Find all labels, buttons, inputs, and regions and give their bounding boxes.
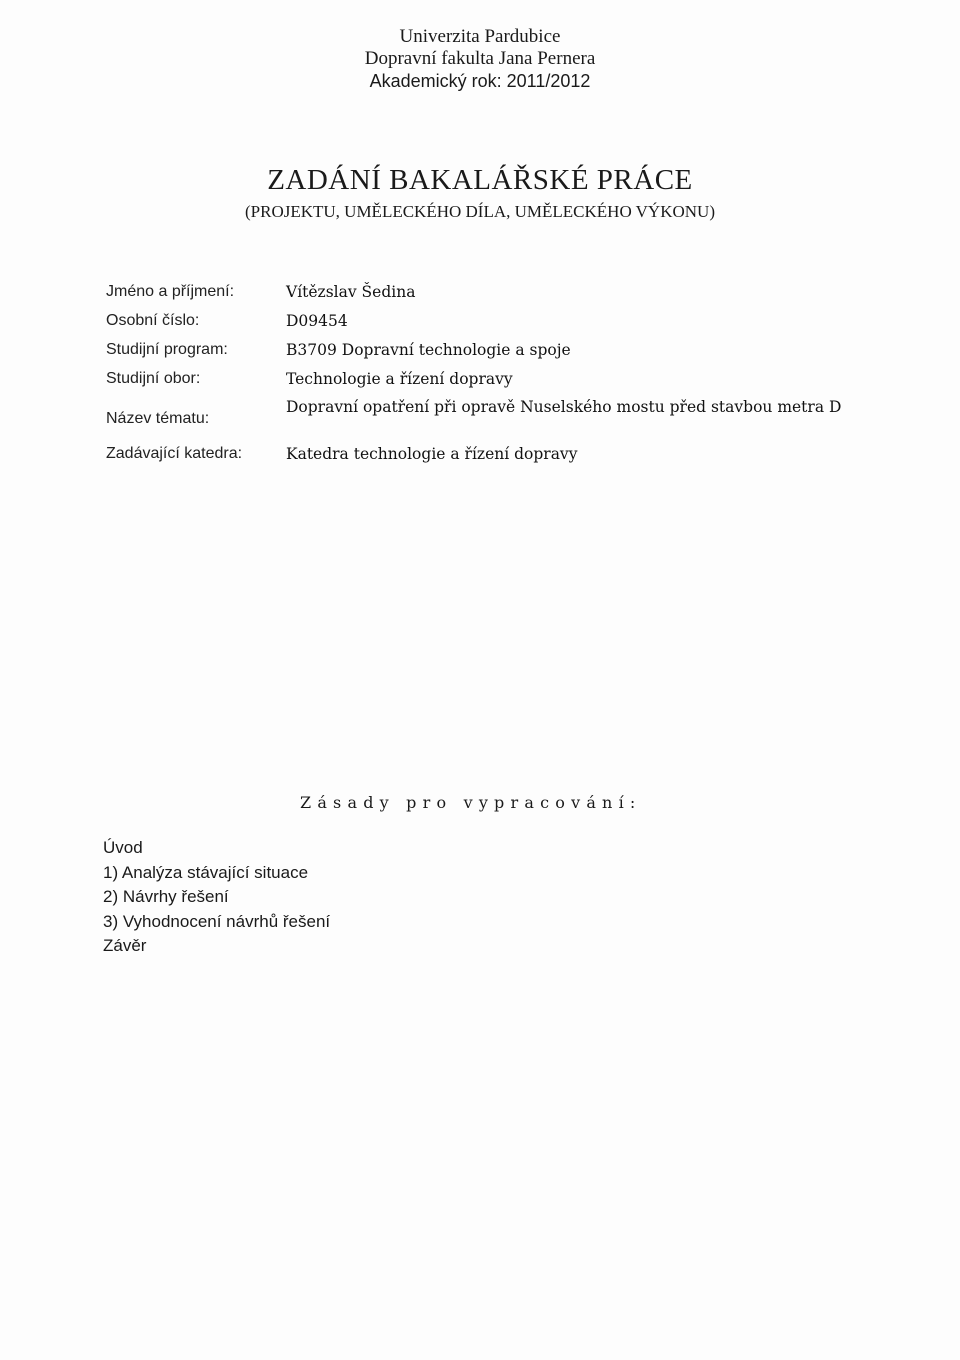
info-row-topic bbox=[106, 394, 926, 440]
info-row-program bbox=[106, 336, 926, 365]
list-item: Úvod bbox=[103, 838, 143, 857]
info-row-department bbox=[106, 440, 926, 469]
info-row-name bbox=[106, 278, 926, 307]
department-label: Zadávající katedra: bbox=[106, 445, 243, 462]
principles-heading: Zásady pro vypracování: bbox=[300, 793, 642, 812]
field-label: Studijní obor: bbox=[106, 370, 201, 387]
list-item: 3) Vyhodnocení návrhů řešení bbox=[103, 911, 331, 931]
department-value: Katedra technologie a řízení dopravy bbox=[286, 445, 578, 463]
info-row-id bbox=[106, 307, 926, 336]
faculty-name: Dopravní fakulta Jana Pernera bbox=[364, 48, 596, 69]
topic-value: Dopravní opatření při opravě Nuselského mostu před stavbou metra D bbox=[286, 398, 842, 416]
program-value: B3709 Dopravní technologie a spoje bbox=[286, 341, 571, 359]
document-header bbox=[0, 26, 960, 92]
list-item: 1) Analýza stávající situace bbox=[103, 862, 309, 882]
academic-year: Akademický rok: 2011/2012 bbox=[369, 71, 591, 91]
info-row-field bbox=[106, 365, 926, 394]
document-subtitle: (PROJEKTU, UMĚLECKÉHO DÍLA, UMĚLECKÉHO VÝKONU) bbox=[245, 202, 715, 221]
program-label: Studijní program: bbox=[106, 341, 228, 358]
id-label: Osobní číslo: bbox=[106, 312, 200, 329]
field-value: Technologie a řízení dopravy bbox=[286, 370, 513, 388]
list-item: 2) Návrhy řešení bbox=[103, 887, 229, 906]
university-name: Univerzita Pardubice bbox=[399, 26, 561, 47]
name-label: Jméno a příjmení: bbox=[106, 283, 235, 300]
name-value: Vítězslav Šedina bbox=[286, 283, 416, 301]
student-info bbox=[106, 278, 926, 469]
id-value: D09454 bbox=[286, 312, 348, 330]
list-item: Závěr bbox=[103, 936, 147, 955]
topic-label: Název tématu: bbox=[106, 410, 210, 427]
title-block bbox=[0, 163, 960, 222]
contents-list bbox=[103, 836, 330, 959]
document-title: ZADÁNÍ BAKALÁŘSKÉ PRÁCE bbox=[267, 164, 693, 196]
